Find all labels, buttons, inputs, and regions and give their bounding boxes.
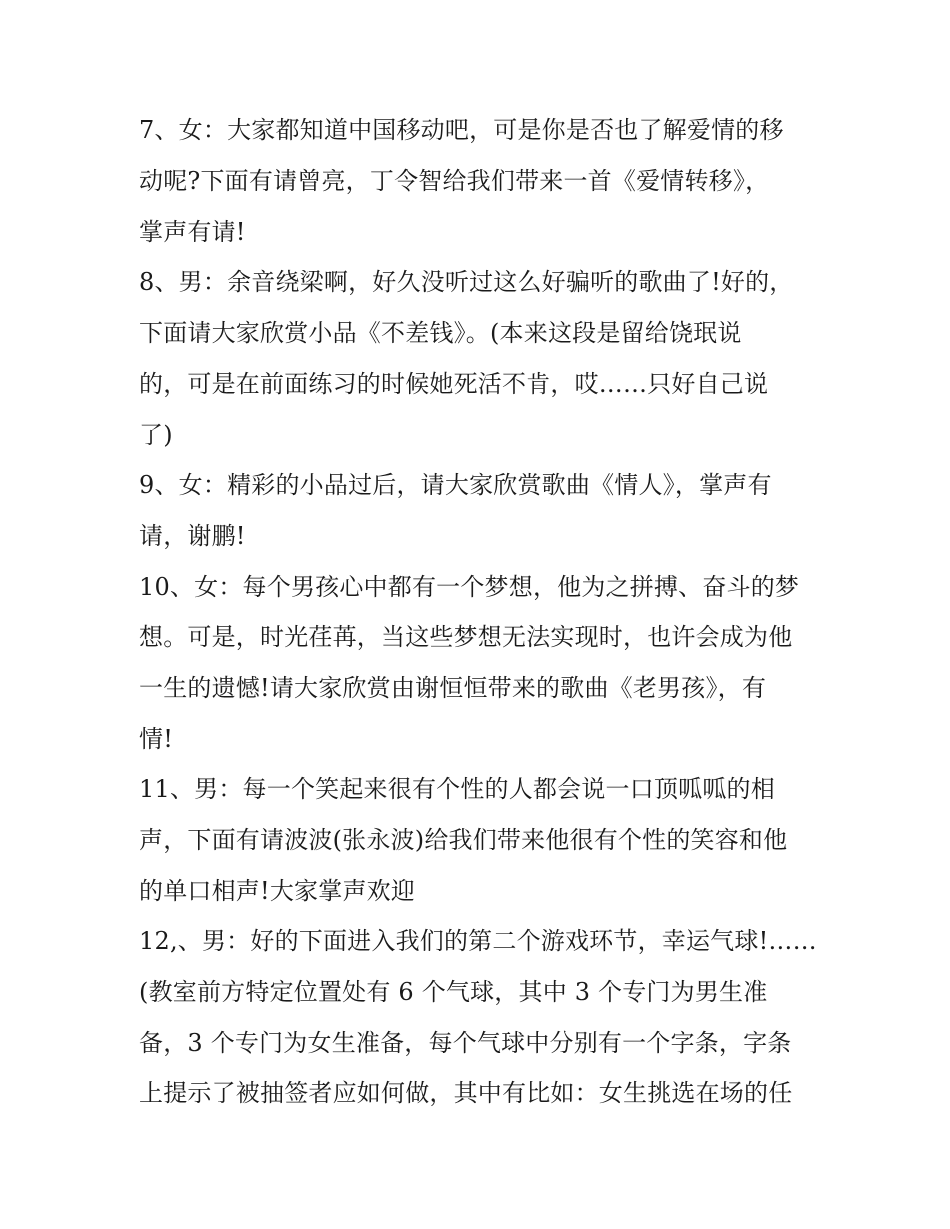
text-line: 情! [139, 725, 174, 753]
text-line: 7、女：大家都知道中国移动吧，可是你是否也了解爱情的移 [139, 116, 784, 144]
text-line: 下面请大家欣赏小品《不差钱》。(本来这段是留给饶珉说 [139, 319, 742, 347]
text-line: 上提示了被抽签者应如何做，其中有比如：女生挑选在场的任 [139, 1079, 793, 1107]
text-line: 掌声有请! [139, 218, 246, 246]
text-line: (教室前方特定位置处有 6 个气球，其中 3 个专门为男生准 [139, 978, 768, 1006]
text-line: 11、男：每一个笑起来很有个性的人都会说一口顶呱呱的相 [139, 775, 775, 803]
text-line: 备，3 个专门为女生准备，每个气球中分别有一个字条，字条 [139, 1029, 792, 1057]
text-line: 12,、男：好的下面进入我们的第二个游戏环节，幸运气球!…… [139, 927, 817, 955]
text-line: 的单口相声!大家掌声欢迎 [139, 877, 416, 905]
text-line: 9、女：精彩的小品过后，请大家欣赏歌曲《情人》，掌声有 [139, 471, 772, 499]
text-line: 请，谢鹏! [139, 522, 246, 550]
text-line: 的，可是在前面练习的时候她死活不肯，哎……只好自己说 [139, 370, 769, 398]
text-line: 10、女：每个男孩心中都有一个梦想，他为之拼搏、奋斗的梦 [139, 573, 800, 601]
text-line: 动呢?下面有请曾亮，丁令智给我们带来一首《爱情转移》， [139, 167, 770, 195]
text-line: 声，下面有请波波(张永波)给我们带来他很有个性的笑容和他 [139, 826, 788, 854]
text-line: 一生的遗憾!请大家欣赏由谢恒恒带来的歌曲《老男孩》，有 [139, 674, 767, 702]
text-line: 了) [139, 421, 173, 449]
text-line: 想。可是，时光荏苒，当这些梦想无法实现时，也许会成为他 [139, 623, 793, 651]
text-line: 8、男：余音绕梁啊，好久没听过这么好骗听的歌曲了!好的， [139, 268, 794, 296]
